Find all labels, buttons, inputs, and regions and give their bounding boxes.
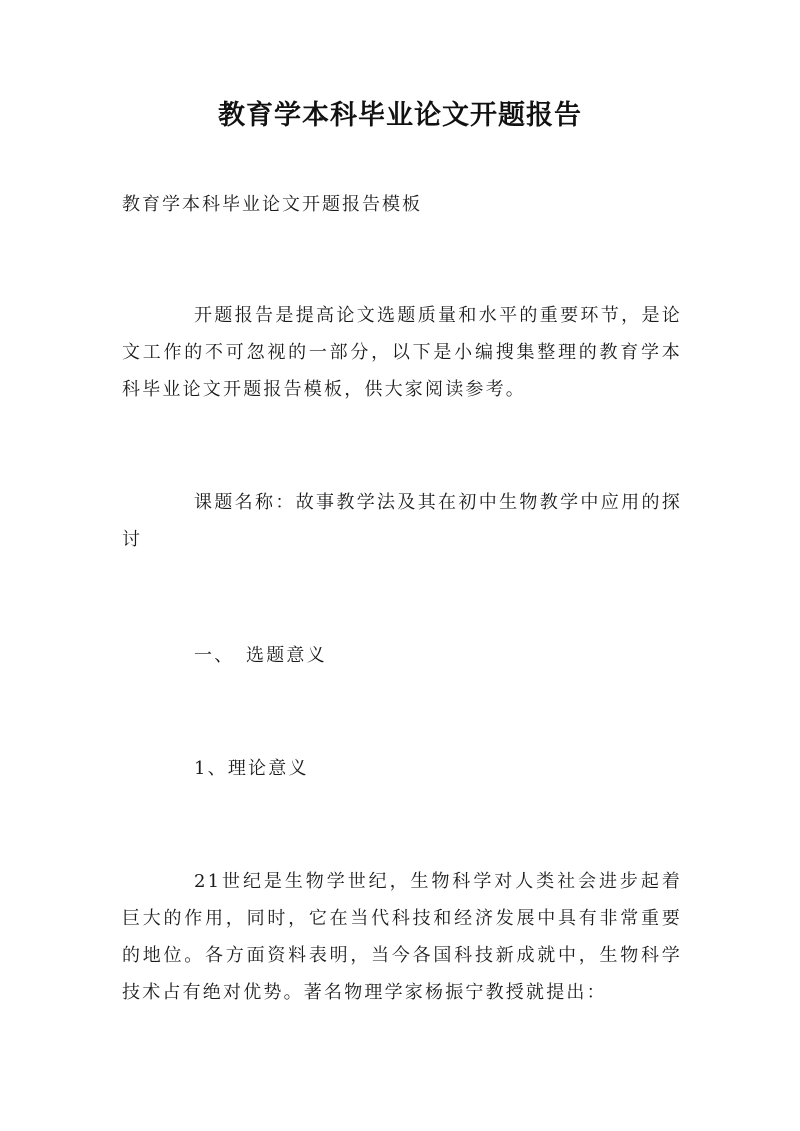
document-title: 教育学本科毕业论文开题报告 [218,100,582,131]
topic-paragraph: 课题名称：故事教学法及其在初中生物教学中应用的探讨 [122,492,682,550]
document-subtitle: 教育学本科毕业论文开题报告模板 [122,194,422,215]
intro-paragraph: 开题报告是提高论文选题质量和水平的重要环节，是论文工作的不可忽视的一部分，以下是小编搜集整理的教育学本科毕业论文开题报告模板，供大家阅读参考。 [122,305,682,400]
section-1-heading [122,637,682,674]
subsection-1-heading: 1、理论意义 [194,758,309,779]
body-paragraph-1: 21世纪是生物学世纪，生物科学对人类社会进步起着巨大的作用，同时，它在当代科技和经济发展中具有非常重要的地位。各方面资料表明，当今各国科技新成就中，生物科学技术占有绝对优势。著名物理学家杨振宁教授就提出： [122,871,682,1003]
section-1-title: 选题意义 [246,645,327,666]
section-1-number: 一、 [194,645,235,666]
